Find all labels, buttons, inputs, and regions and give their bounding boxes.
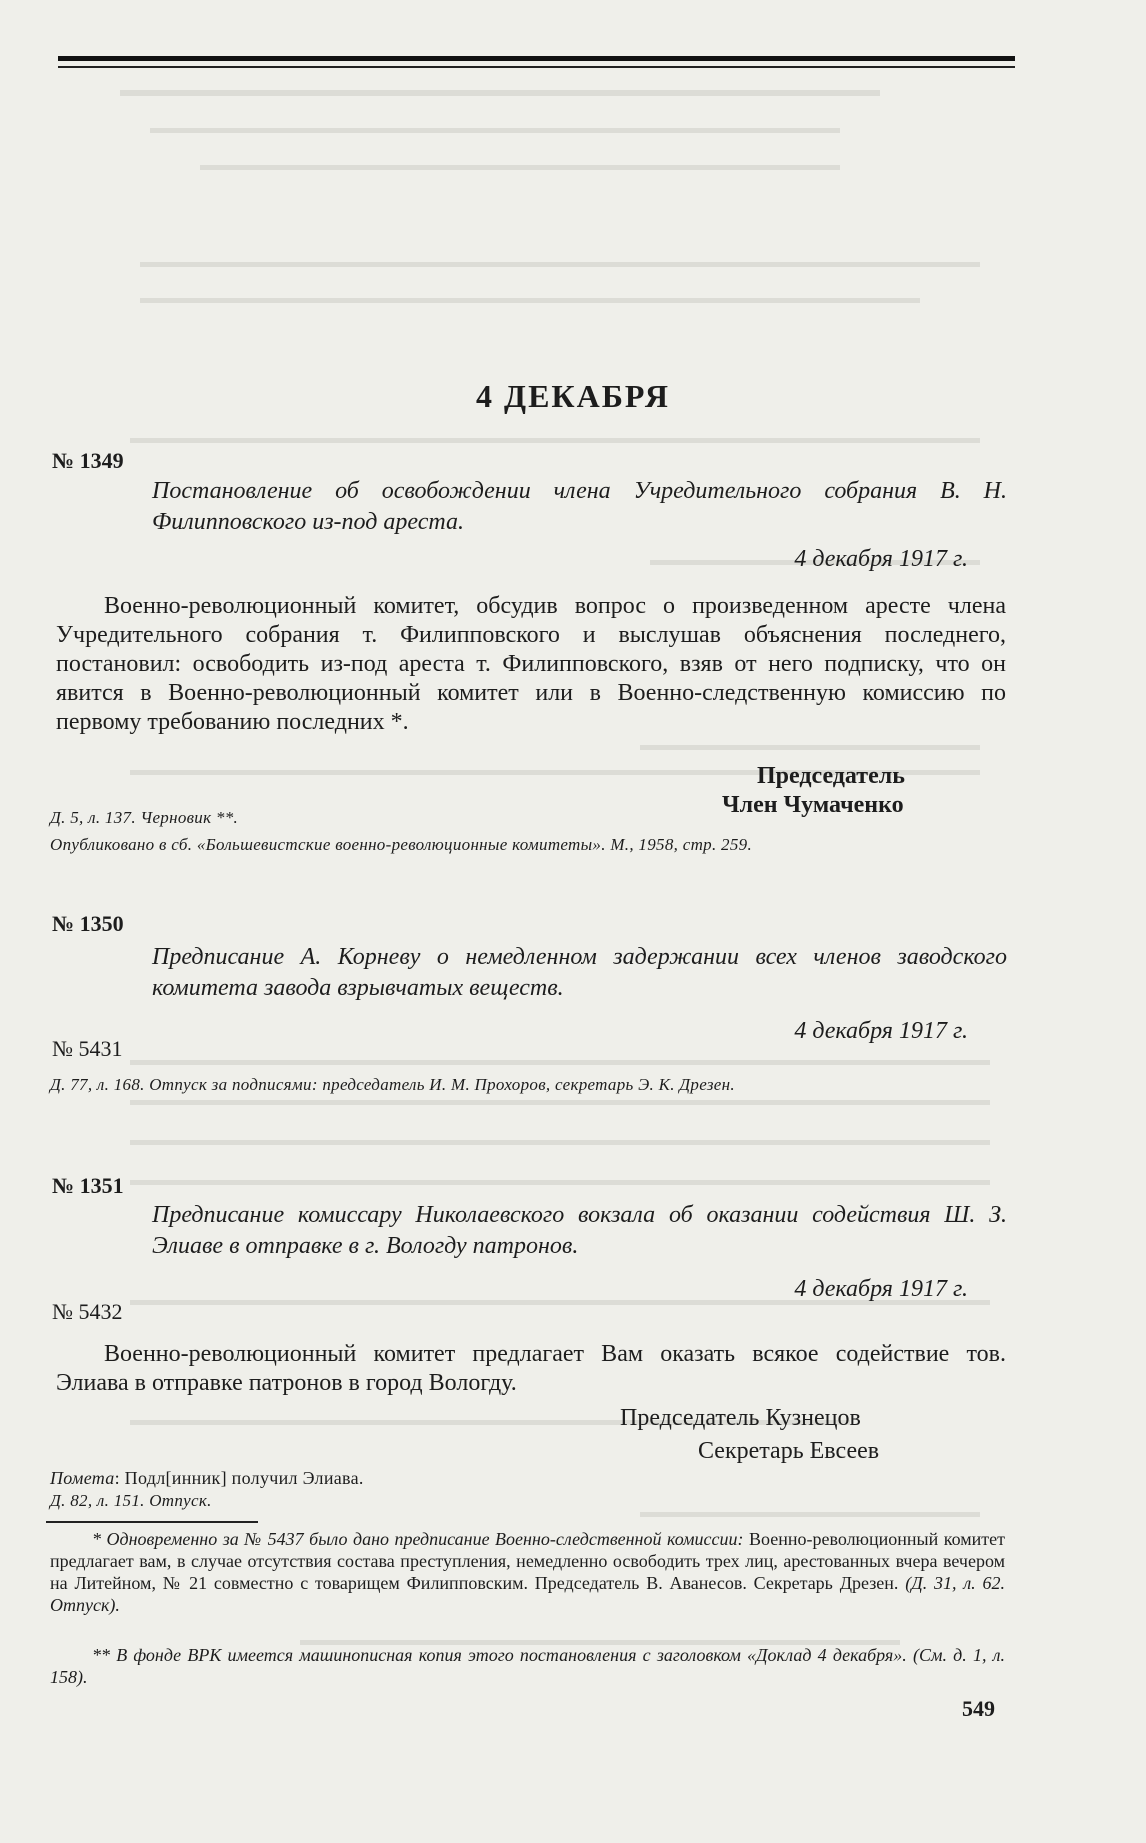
document-body: Военно-революционный комитет предлагает Вам оказать всякое содействие тов. Элиава в отправке патронов в город Вологду. [56,1341,1006,1396]
signature-chairman: Председатель [757,763,905,789]
document-number: № 1349 [52,448,124,473]
outgoing-number: № 5432 [52,1299,123,1324]
mark-label: Помета [50,1468,115,1488]
mark-text: : Подл[инник] получил Элиава. [114,1468,364,1488]
source-note: Д. 77, л. 168. Отпуск за подписями: председатель И. М. Прохоров, секретарь Э. К. Дрезен. [50,1075,735,1094]
signature-chairman: Председатель Кузнецов [620,1405,861,1431]
page-number: 549 [962,1696,995,1721]
document-date: 4 декабря 1917 г. [794,1018,968,1044]
signature-member: Член Чумаченко [722,792,904,818]
footnote-rule [46,1521,258,1523]
footnote-1 [50,1528,1005,1616]
document-date: 4 декабря 1917 г. [794,1276,968,1302]
outgoing-number: № 5431 [52,1036,123,1061]
footnote-1-lead: * Одновременно за № 5437 было дано предписание Военно-следственной комиссии: [92,1529,744,1549]
document-title: Предписание А. Корневу о немедленном задержании всех членов заводского комитета завода взрывчатых веществ. [152,944,1007,1001]
document-title: Предписание комиссару Николаевского вокзала об оказании содействия Ш. З. Элиаве в отправке в г. Вологду патронов. [152,1202,1007,1259]
footnote-1-text: Военно-революционный комитет предлагает вам, в случае отсутствия состава преступления, немедленно освободить трех лиц, арестованных вчера вечером на Литейном, № 21 совместно с товарищем Филипповским. Председатель В. Аванесов. Секретарь Дрезен. [50,1529,1005,1593]
mark-note [50,1468,1005,1489]
document-number: № 1351 [52,1173,124,1198]
top-rule-thin [58,66,1015,68]
source-note: Д. 82, л. 151. Отпуск. [50,1491,212,1510]
publication-note: Опубликовано в сб. «Большевистские военно-революционные комитеты». М., 1958, стр. 259. [50,835,752,854]
source-note: Д. 5, л. 137. Черновик **. [50,808,239,827]
document-title: Постановление об освобождении члена Учредительного собрания В. Н. Филипповского из-под ареста. [152,478,1007,535]
document-date: 4 декабря 1917 г. [794,546,968,572]
date-heading: 4 ДЕКАБРЯ [476,378,670,414]
footnote-1-ref: (Д. 31, л. 62. Отпуск). [50,1573,1006,1615]
document-body: Военно-революционный комитет, обсудив вопрос о произведенном аресте члена Учредительного собрания т. Филипповского и выслушав объяснения последнего, постановил: освободить из-под ареста т. Филипповского, взяв от него подписку, что он явится в Военно-революционный комитет или в Военно-следственную комиссию по первому требованию последних *. [56,593,1006,735]
footnote-2: ** В фонде ВРК имеется машинописная копия этого постановления с заголовком «Доклад 4 декабря». (См. д. 1, л. 158). [50,1645,1005,1687]
top-rule [58,56,1015,61]
document-number: № 1350 [52,911,124,936]
signature-secretary: Секретарь Евсеев [698,1438,880,1464]
